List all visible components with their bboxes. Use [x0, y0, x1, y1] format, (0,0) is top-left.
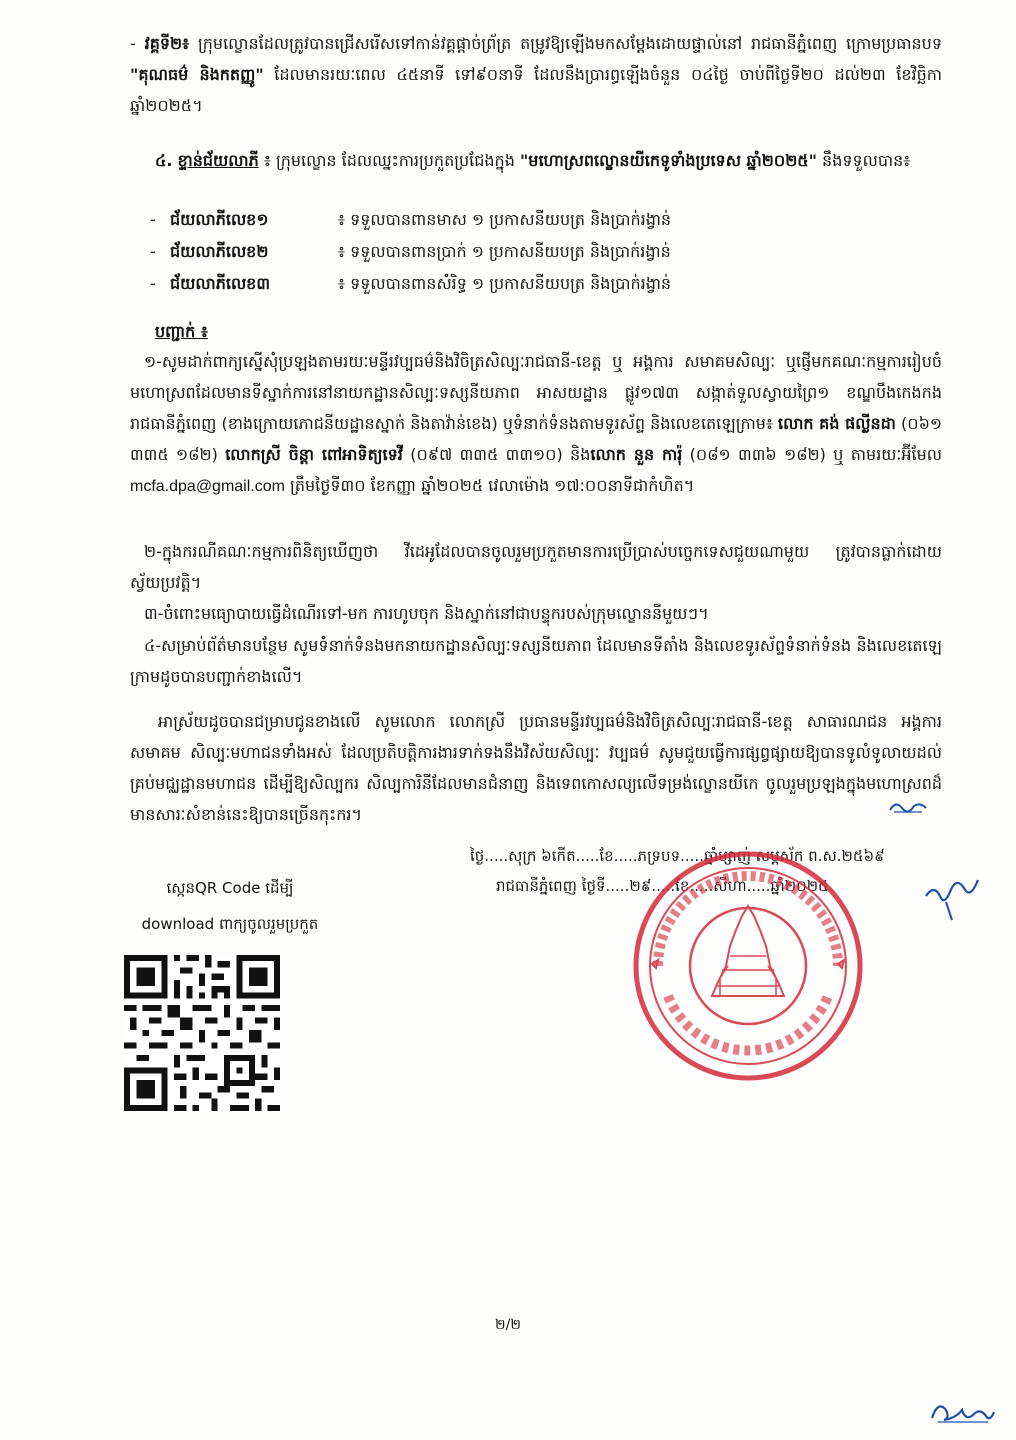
bullet-dash: -	[150, 242, 156, 261]
bullet-dash: -	[150, 210, 156, 229]
section-4-number: ៤.	[155, 151, 173, 170]
criterion-2-paragraph	[130, 28, 942, 121]
criterion-2-label: វគ្គទី២៖	[144, 34, 190, 53]
note-4-text: ៤-សម្រាប់ព័ត៌មានបន្ថែម សូមទំនាក់ទំនងមកនាយកដ្ឋានសិល្បៈទស្សនីយភាព ដែលមានទីតាំង និងលេខទូរស័ព្ទទំនាក់ទំនង និងលេខតេឡេក្រាមដូចបានបញ្ជាក់ខាងលើ។	[130, 636, 942, 686]
closing-paragraph	[130, 706, 942, 830]
prize-row	[150, 206, 830, 234]
note-3	[130, 598, 942, 629]
criterion-2-text-b: ដែលមានរយៈពេល ៤៥នាទី ទៅ៩០នាទី ដែលនឹងប្រារព្ធឡើងចំនួន ០៤ថ្ងៃ ចាប់ពីថ្ងៃទី២០ ដល់២៣ ខែវិច្ឆិកា ឆ្នាំ២០២៥។	[130, 65, 942, 115]
bullet-dash: -	[130, 34, 145, 53]
qr-caption-line-2: download ពាក្យចូលរួមប្រកួត	[141, 915, 319, 933]
note-1-text-a: ១-សូមដាក់ពាក្យស្នើសុំប្រឡងតាមរយៈមន្ទីរវប្បធម៌និងវិចិត្រសិល្បៈរាជធានី-ខេត្ត ឬ អង្គការ សមាគមសិល្បៈ ឬផ្ញើមកគណៈកម្មការរៀបចំមហោស្រពដែលមានទីស្នាក់ការនៅនាយកដ្ឋានសិល្បៈទស្សនីយភាព អាសយដ្ឋាន ផ្លូវ១៧៣ សង្កាត់ទួលស្វាយព្រៃ១ ខណ្ឌបឹងកេងកង រាជធានីភ្នំពេញ (ខាងក្រោយភោជនីយដ្ឋានស្នាក់ និងតាវ៉ាន់ខេង) ឬទំនាក់ទំនងតាមទូរស័ព្ទ និងលេខតេឡេក្រាម៖	[130, 352, 942, 433]
section-4-text-a: ៖ ក្រុមល្ខោន ដែលឈ្នះការប្រកួតប្រជែងក្នុង	[258, 151, 520, 170]
contact-2-phone: (០៩៧ ៣៣៥ ៣៣១០) និង	[402, 445, 591, 464]
contact-1-phone: (០៦១ ៣៣៥ ១៨២)	[130, 414, 943, 464]
bullet-dash: -	[150, 274, 156, 293]
solar-date-line: រាជធានីភ្នំពេញ ថ្ងៃទី.....២៩.....ខែ.....សីហា.....ឆ្នាំ២០២៥	[496, 877, 829, 895]
notes-heading-text: បញ្ជាក់ ៖	[155, 322, 208, 341]
qr-caption-line-1: ស្កេនQR Code ដើម្បី	[166, 879, 294, 897]
contact-2-name: លោកស្រី ចិន្តា ពៅអាទិត្យទេវី	[225, 445, 403, 464]
prize-name: ជ័យលាភីលេខ៣	[170, 274, 270, 293]
section-4-contest: "មហោស្រពល្ខោនយីកេទូទាំងប្រទេស ឆ្នាំ២០២៥"	[519, 151, 817, 170]
prize-desc: ៖ ទទួលបានពានមាស ១ ប្រកាសនីយបត្រ និងប្រាក់រង្វាន់	[338, 210, 672, 229]
section-4-paragraph	[155, 145, 942, 176]
contact-1-name: លោក គង់ ផល្លីនដា	[778, 414, 896, 433]
note-4	[130, 630, 942, 692]
note-3-text: ៣-ចំពោះមធ្យោបាយធ្វើដំណើរទៅ-មក ការហូបចុក និងស្នាក់នៅជាបន្ទុករបស់ក្រុមល្ខោននីមួយៗ។	[144, 604, 709, 623]
notes-heading	[155, 316, 967, 347]
page-number: ២/២	[495, 1317, 521, 1333]
initial-mark-icon	[888, 796, 928, 816]
prize-desc: ៖ ទទួលបានពានប្រាក់ ១ ប្រកាសនីយបត្រ និងប្រាក់រង្វាន់	[338, 242, 671, 261]
note-2	[130, 536, 942, 598]
signature-icon	[920, 866, 990, 922]
criterion-2-text-a: ក្រុមល្ខោនដែលត្រូវបានជ្រើសរើសទៅកាន់វគ្គផ្តាច់ព្រ័ត្រ តម្រូវឱ្យឡើងមកសម្តែងដោយផ្ទាល់នៅ រាជធានីភ្នំពេញ ក្រោមប្រធានបទ	[197, 34, 942, 53]
prize-row	[150, 238, 830, 266]
lunar-date-line: ថ្ងៃ.....សុក្រ ៦កើត.....ខែ.....ភទ្របទ.....ឆ្នាំម្សាញ់ សប្តស័ក ព.ស.២៥៦៩	[470, 847, 885, 865]
official-seal-icon	[628, 846, 868, 1086]
note-1-text-b: ត្រឹមថ្ងៃទី៣០ ខែកញ្ញា ឆ្នាំ២០២៥ វេលាម៉ោង ១៧:០០នាទីជាកំហិត។	[284, 476, 695, 495]
note-2-text: ២-ក្នុងករណីគណៈកម្មការពិនិត្យឃើញថា វីដេអូដែលបានចូលរួមប្រកួតមានការប្រើប្រាស់បច្ចេកទេសជួយណាមួយ ត្រូវបានធ្លាក់ដោយស្វ័យប្រវត្តិ។	[130, 542, 942, 592]
qr-code-icon[interactable]	[124, 955, 280, 1111]
note-1	[130, 346, 942, 502]
prize-row	[150, 270, 830, 298]
corner-signature-icon	[928, 1388, 998, 1428]
closing-text: អាស្រ័យដូចបានជម្រាបជូនខាងលើ សូមលោក លោកស្រី ប្រធានមន្ទីរវប្បធម៌និងវិចិត្រសិល្បៈរាជធានី-ខេត្ត សាធារណជន អង្គការ សមាគម សិល្បៈមហាជនទាំងអស់ ដែលប្រតិបត្តិការងារទាក់ទងនឹងវិស័យសិល្បៈ វប្បធម៌ សូមជួយធ្វើការផ្សព្វផ្សាយឱ្យបានទូលំទូលាយដល់គ្រប់មជ្ឈដ្ឋានមហាជន ដើម្បីឱ្យសិល្បករ សិល្បការិនីដែលមានជំនាញ និងទេពកោសល្យលើទម្រង់ល្ខោនយីកេ ចូលរួមប្រឡងក្នុងមហោស្រពដ៏មានសារៈសំខាន់នេះឱ្យបានច្រើនកុះករ។	[130, 712, 942, 824]
prize-name: ជ័យលាភីលេខ១	[170, 210, 269, 229]
contact-3-phone: (០៨១ ៣៣៦ ១៨២) ឬ តាមរយៈអ៊ីមែល	[682, 445, 943, 464]
section-4-text-b: នឹងទទួលបាន៖	[816, 151, 911, 170]
contact-3-name: លោក នួន ការ៉ុ	[590, 445, 683, 464]
email-address: mcfa.dpa@gmail.com	[130, 478, 285, 495]
prize-desc: ៖ ទទួលបានពានសំរិទ្ធ ១ ប្រកាសនីយបត្រ និងប្រាក់រង្វាន់	[338, 274, 672, 293]
prize-name: ជ័យលាភីលេខ២	[170, 242, 269, 261]
section-4-heading: ខ្ទាន់ជ័យលាភី	[177, 151, 259, 170]
criterion-2-theme: "គុណធម៌ និងកតញ្ញូ"	[130, 65, 264, 84]
